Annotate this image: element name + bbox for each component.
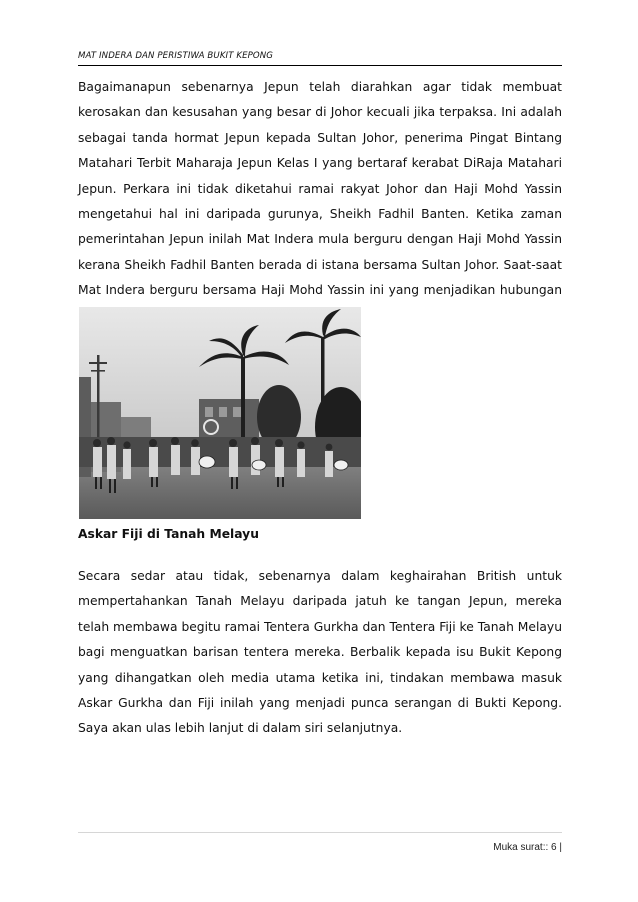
photo-caption: Askar Fiji di Tanah Melayu — [78, 527, 259, 541]
page-number: Muka surat:: 6 | — [493, 842, 562, 853]
body-paragraph-2: Secara sedar atau tidak, sebenarnya dalam keghairahan British untuk mempertahankan Tanah Melayu daripada jatuh ke tangan Jepun, mereka telah membawa begitu ramai Tentera Gurkha dan Tentera Fiji ke Tanah Melayu bagi menguatkan barisan tentera mereka. Berbalik kepada isu Bukit Kepong yang dihangatkan oleh media utama ketika ini, tindakan membawa masuk Askar Gurkha dan Fiji inilah yang menjadi punca serangan di Bukti Kepong. Saya akan ulas lebih lanjut di dalam siri selanjutnya. — [78, 569, 562, 736]
running-header: MAT INDERA DAN PERISTIWA BUKIT KEPONG — [78, 51, 562, 66]
photo-image — [79, 307, 361, 519]
page-footer — [78, 832, 562, 853]
photo-fiji-soldiers-parade — [79, 307, 361, 519]
body-paragraph-1: Bagaimanapun sebenarnya Jepun telah diarahkan agar tidak membuat kerosakan dan kesusahan yang besar di Johor kecuali jika terpaksa. Ini adalah sebagai tanda hormat Jepun kepada Sultan Johor, penerima Pingat Bintang Matahari Terbit Maharaja Jepun Kelas I yang bertaraf kerabat DiRaja Matahari Jepun. Perkara ini tidak diketahui ramai rakyat Johor dan Haji Mohd Yassin mengetahui hal ini daripada gurunya, Sheikh Fadhil Banten. Ketika zaman pemerintahan Jepun inilah Mat Indera mula berguru dengan Haji Mohd Yassin kerana Sheikh Fadhil Banten berada di istana bersama Sultan Johor. Saat-saat Mat Indera berguru bersama Haji Mohd Yassin ini yang menjadikan hubungan — [78, 80, 562, 298]
